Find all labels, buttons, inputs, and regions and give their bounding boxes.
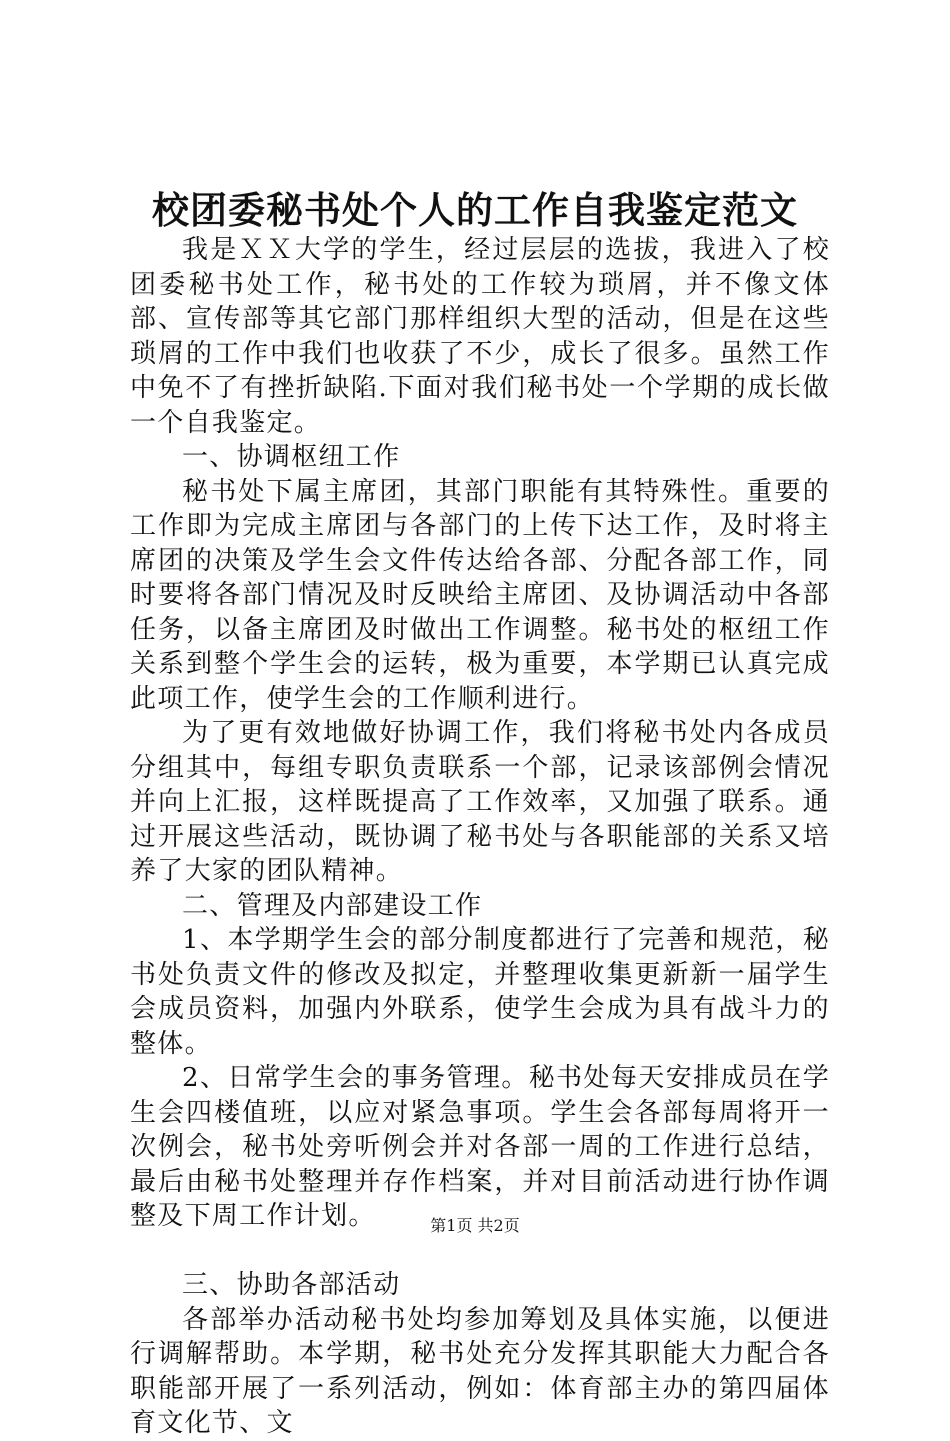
document-body bbox=[130, 233, 830, 1441]
blank-line bbox=[130, 1234, 830, 1269]
section-heading-3: 三、协助各部活动 bbox=[182, 1270, 401, 1300]
section3-paragraph-1: 各部举办活动秘书处均参加筹划及具体实施，以便进行调解帮助。本学期，秘书处充分发挥其职能大力配合各职能部开展了一系列活动，例如：体育部主办的第四届体育文化节、文 bbox=[130, 1304, 830, 1438]
section2-paragraph-1: 1、本学期学生会的部分制度都进行了完善和规范，秘书处负责文件的修改及拟定，并整理收集更新新一届学生会成员资料，加强内外联系，使学生会成为具有战斗力的整体。 bbox=[130, 925, 830, 1059]
section-heading-2: 二、管理及内部建设工作 bbox=[182, 890, 483, 921]
section2-paragraph-2: 2、日常学生会的事务管理。秘书处每天安排成员在学生会四楼值班，以应对紧急事项。学生会各部每周将开一次例会，秘书处旁听例会并对各部一周的工作进行总结，最后由秘书处整理并存作档案，并对目前活动进行协作调整及下周工作计划。 bbox=[130, 1063, 830, 1231]
section1-paragraph-1: 秘书处下属主席团，其部门职能有其特殊性。重要的工作即为完成主席团与各部门的上传下达工作，及时将主席团的决策及学生会文件传达给各部、分配各部工作，同时要将各部门情况及时反映给主席团、及协调活动中各部任务，以备主席团及时做出工作调整。秘书处的枢纽工作关系到整个学生会的运转，极为重要，本学期已认真完成此项工作，使学生会的工作顺利进行。 bbox=[130, 476, 830, 714]
document-title: 校团委秘书处个人的工作自我鉴定范文 bbox=[152, 188, 798, 232]
section1-paragraph-2: 为了更有效地做好协调工作，我们将秘书处内各成员分组其中，每组专职负责联系一个部，记录该部例会情况并向上汇报，这样既提高了工作效率，又加强了联系。通过开展这些活动，既协调了秘书处与各职能部的关系又培养了大家的团队精神。 bbox=[130, 718, 830, 886]
page-footer: 第1页 共2页 bbox=[430, 1216, 520, 1235]
section-heading-1: 一、协调枢纽工作 bbox=[182, 442, 401, 472]
intro-paragraph: 我是ＸＸ大学的学生，经过层层的选拔，我进入了校团委秘书处工作，秘书处的工作较为琐屑，并不像文体部、宣传部等其它部门那样组织大型的活动，但是在这些琐屑的工作中我们也收获了不少，成长了很多。虽然工作中免不了有挫折缺陷.下面对我们秘书处一个学期的成长做一个自我鉴定。 bbox=[130, 235, 830, 438]
